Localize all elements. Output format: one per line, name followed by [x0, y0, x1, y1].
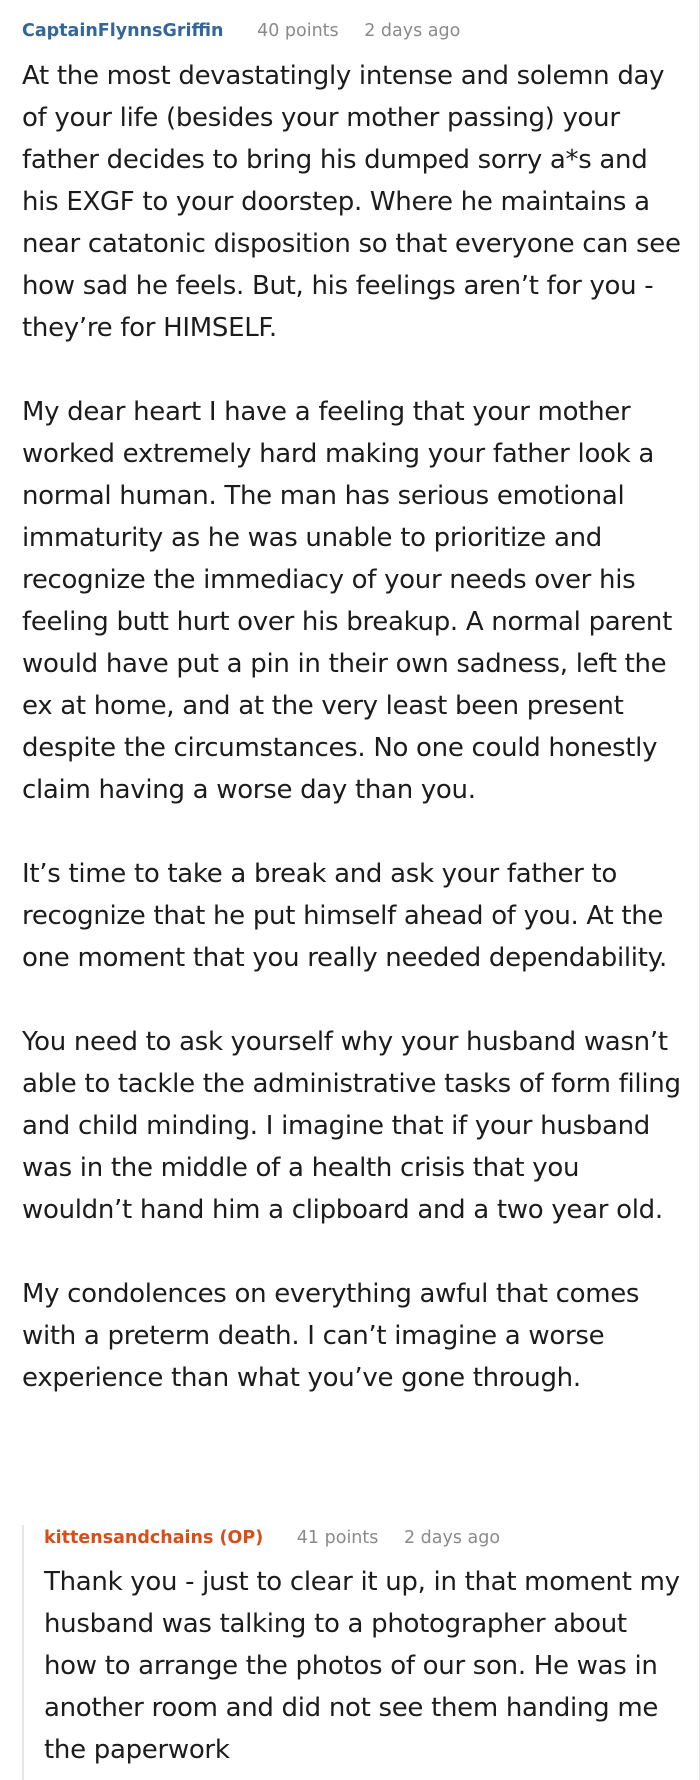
- comment-meta: [22, 18, 682, 44]
- comment-timestamp[interactable]: 2 days ago: [364, 21, 461, 41]
- comment-paragraph: At the most devastatingly intense and solemn day of your life (besides your mother passing) your father decides to bring his dumped sorry a*s and his EXGF to your doorstep. Where he maintains a near catatonic disposition so that everyone can see how sad he feels. But, his feelings aren’t for you - they’re for HIMSELF.: [22, 61, 681, 343]
- reply-body: [44, 1561, 682, 1771]
- comment-paragraph: You need to ask yourself why your husband wasn’t able to tackle the administrative tasks of form filing and child minding. I imagine that if your husband was in the middle of a health crisis that you wouldn’t hand him a clipboard and a two year old.: [22, 1027, 681, 1225]
- comment-paragraph: My dear heart I have a feeling that your mother worked extremely hard making your father look a normal human. The man has serious emotional immaturity as he was unable to prioritize and recognize the immediacy of your needs over his feeling butt hurt over his breakup. A normal parent would have put a pin in their own sadness, left the ex at home, and at the very least been present despite the circumstances. No one could honestly claim having a worse day than you.: [22, 397, 672, 805]
- reply-comment: [22, 1525, 682, 1780]
- comment-author-link[interactable]: CaptainFlynnsGriffin: [22, 21, 224, 41]
- reply-timestamp[interactable]: 2 days ago: [403, 1528, 501, 1548]
- comment-points: 40 points: [257, 21, 339, 41]
- comment-paragraph: My condolences on everything awful that comes with a preterm death. I can’t imagine a worse experience than what you’ve gone through.: [22, 1279, 640, 1393]
- reply-author-link[interactable]: kittensandchains (OP): [44, 1528, 264, 1548]
- reply-meta: [44, 1525, 682, 1551]
- reply-paragraph: Thank you - just to clear it up, in that moment my husband was talking to a photographer about how to arrange the photos of our son. He was in another room and did not see them handing me the paperwork: [44, 1567, 680, 1765]
- reply-points: 41 points: [296, 1528, 379, 1548]
- comment-body: [22, 55, 682, 1399]
- comment: [22, 18, 682, 1399]
- comment-paragraph: It’s time to take a break and ask your father to recognize that he put himself ahead of you. At the one moment that you really needed dependability.: [22, 859, 667, 973]
